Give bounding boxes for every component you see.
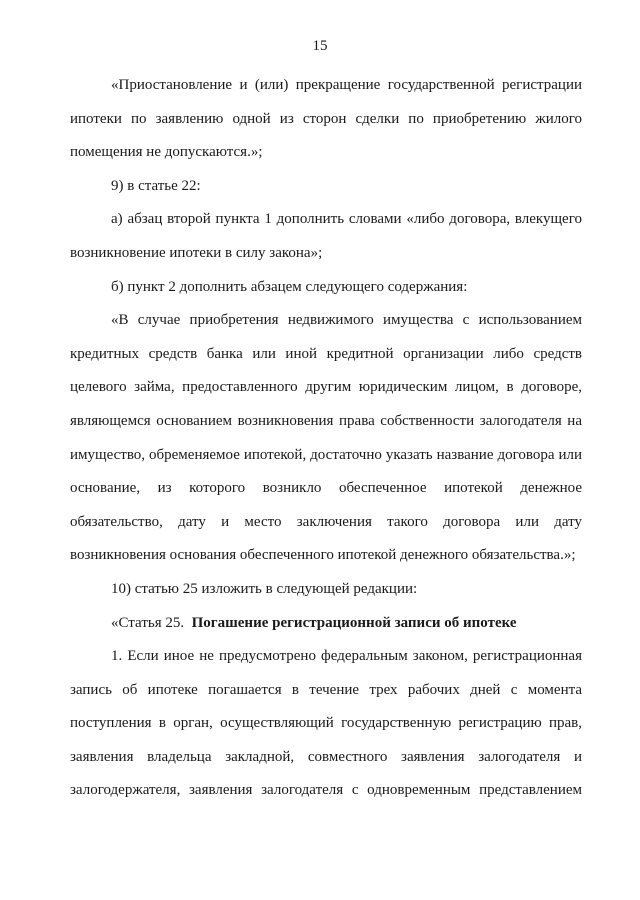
- paragraph-article-25-item-1: [70, 644, 582, 812]
- text-line: 1. Если иное не предусмотрено федеральным законом, регистрационная: [111, 648, 582, 665]
- article-heading-title: Погашение регистрационной записи об ипотеке: [191, 614, 517, 631]
- text-line: основание, из которого возникло обеспеченное ипотекой денежное: [70, 480, 582, 497]
- text-line: 10) статью 25 изложить в следующей редакции:: [111, 580, 418, 597]
- text-line: «В случае приобретения недвижимого имущества с использованием: [111, 312, 582, 329]
- text-line: а) абзац второй пункта 1 дополнить словами «либо договора, влекущего: [111, 211, 582, 228]
- text-line: «Приостановление и (или) прекращение государственной регистрации: [111, 77, 582, 93]
- page-number: 15: [312, 38, 328, 54]
- text-line: возникновения основания обеспеченного ипотекой денежного обязательства.»;: [70, 547, 576, 564]
- paragraph-item-a: [70, 207, 582, 274]
- paragraph-suspension: [70, 73, 582, 174]
- article-heading-prefix: «Статья 25.: [111, 614, 185, 631]
- text-line: являющемся основанием возникновения права собственности залогодателя на: [70, 412, 582, 429]
- text-line: целевого займа, предоставленного другим юридическим лицом, в договоре,: [70, 379, 582, 396]
- text-line: ипотеки по заявлению одной из сторон сделки по приобретению жилого: [70, 110, 582, 127]
- text-line: б) пункт 2 дополнить абзацем следующего содержания:: [111, 278, 468, 295]
- text-line: обязательство, дату и место заключения такого договора или дату: [70, 513, 582, 530]
- article-heading: [70, 611, 582, 645]
- text-line: возникновение ипотеки в силу закона»;: [70, 244, 323, 261]
- text-line: имущество, обременяемое ипотекой, достаточно указать название договора или: [70, 446, 582, 463]
- text-line: 9) в статье 22:: [111, 177, 201, 194]
- text-line: залогодержателя, заявления залогодателя с одновременным представлением: [70, 782, 582, 799]
- article-heading-line: [70, 611, 582, 645]
- text-line: кредитных средств банка или иной кредитной организации либо средств: [70, 345, 582, 362]
- paragraph-quote-property: [70, 308, 582, 577]
- paragraph-item-10: [70, 577, 582, 611]
- text-line: поступления в орган, осуществляющий государственную регистрацию прав,: [70, 715, 582, 732]
- text-line: помещения не допускаются.»;: [70, 144, 263, 161]
- paragraph-item-9: [70, 174, 582, 208]
- body-text: [70, 73, 582, 812]
- text-line: заявления владельца закладной, совместного заявления залогодателя и: [70, 748, 582, 765]
- text-line: запись об ипотеке погашается в течение трех рабочих дней с момента: [70, 681, 582, 698]
- paragraph-item-b: [70, 275, 582, 309]
